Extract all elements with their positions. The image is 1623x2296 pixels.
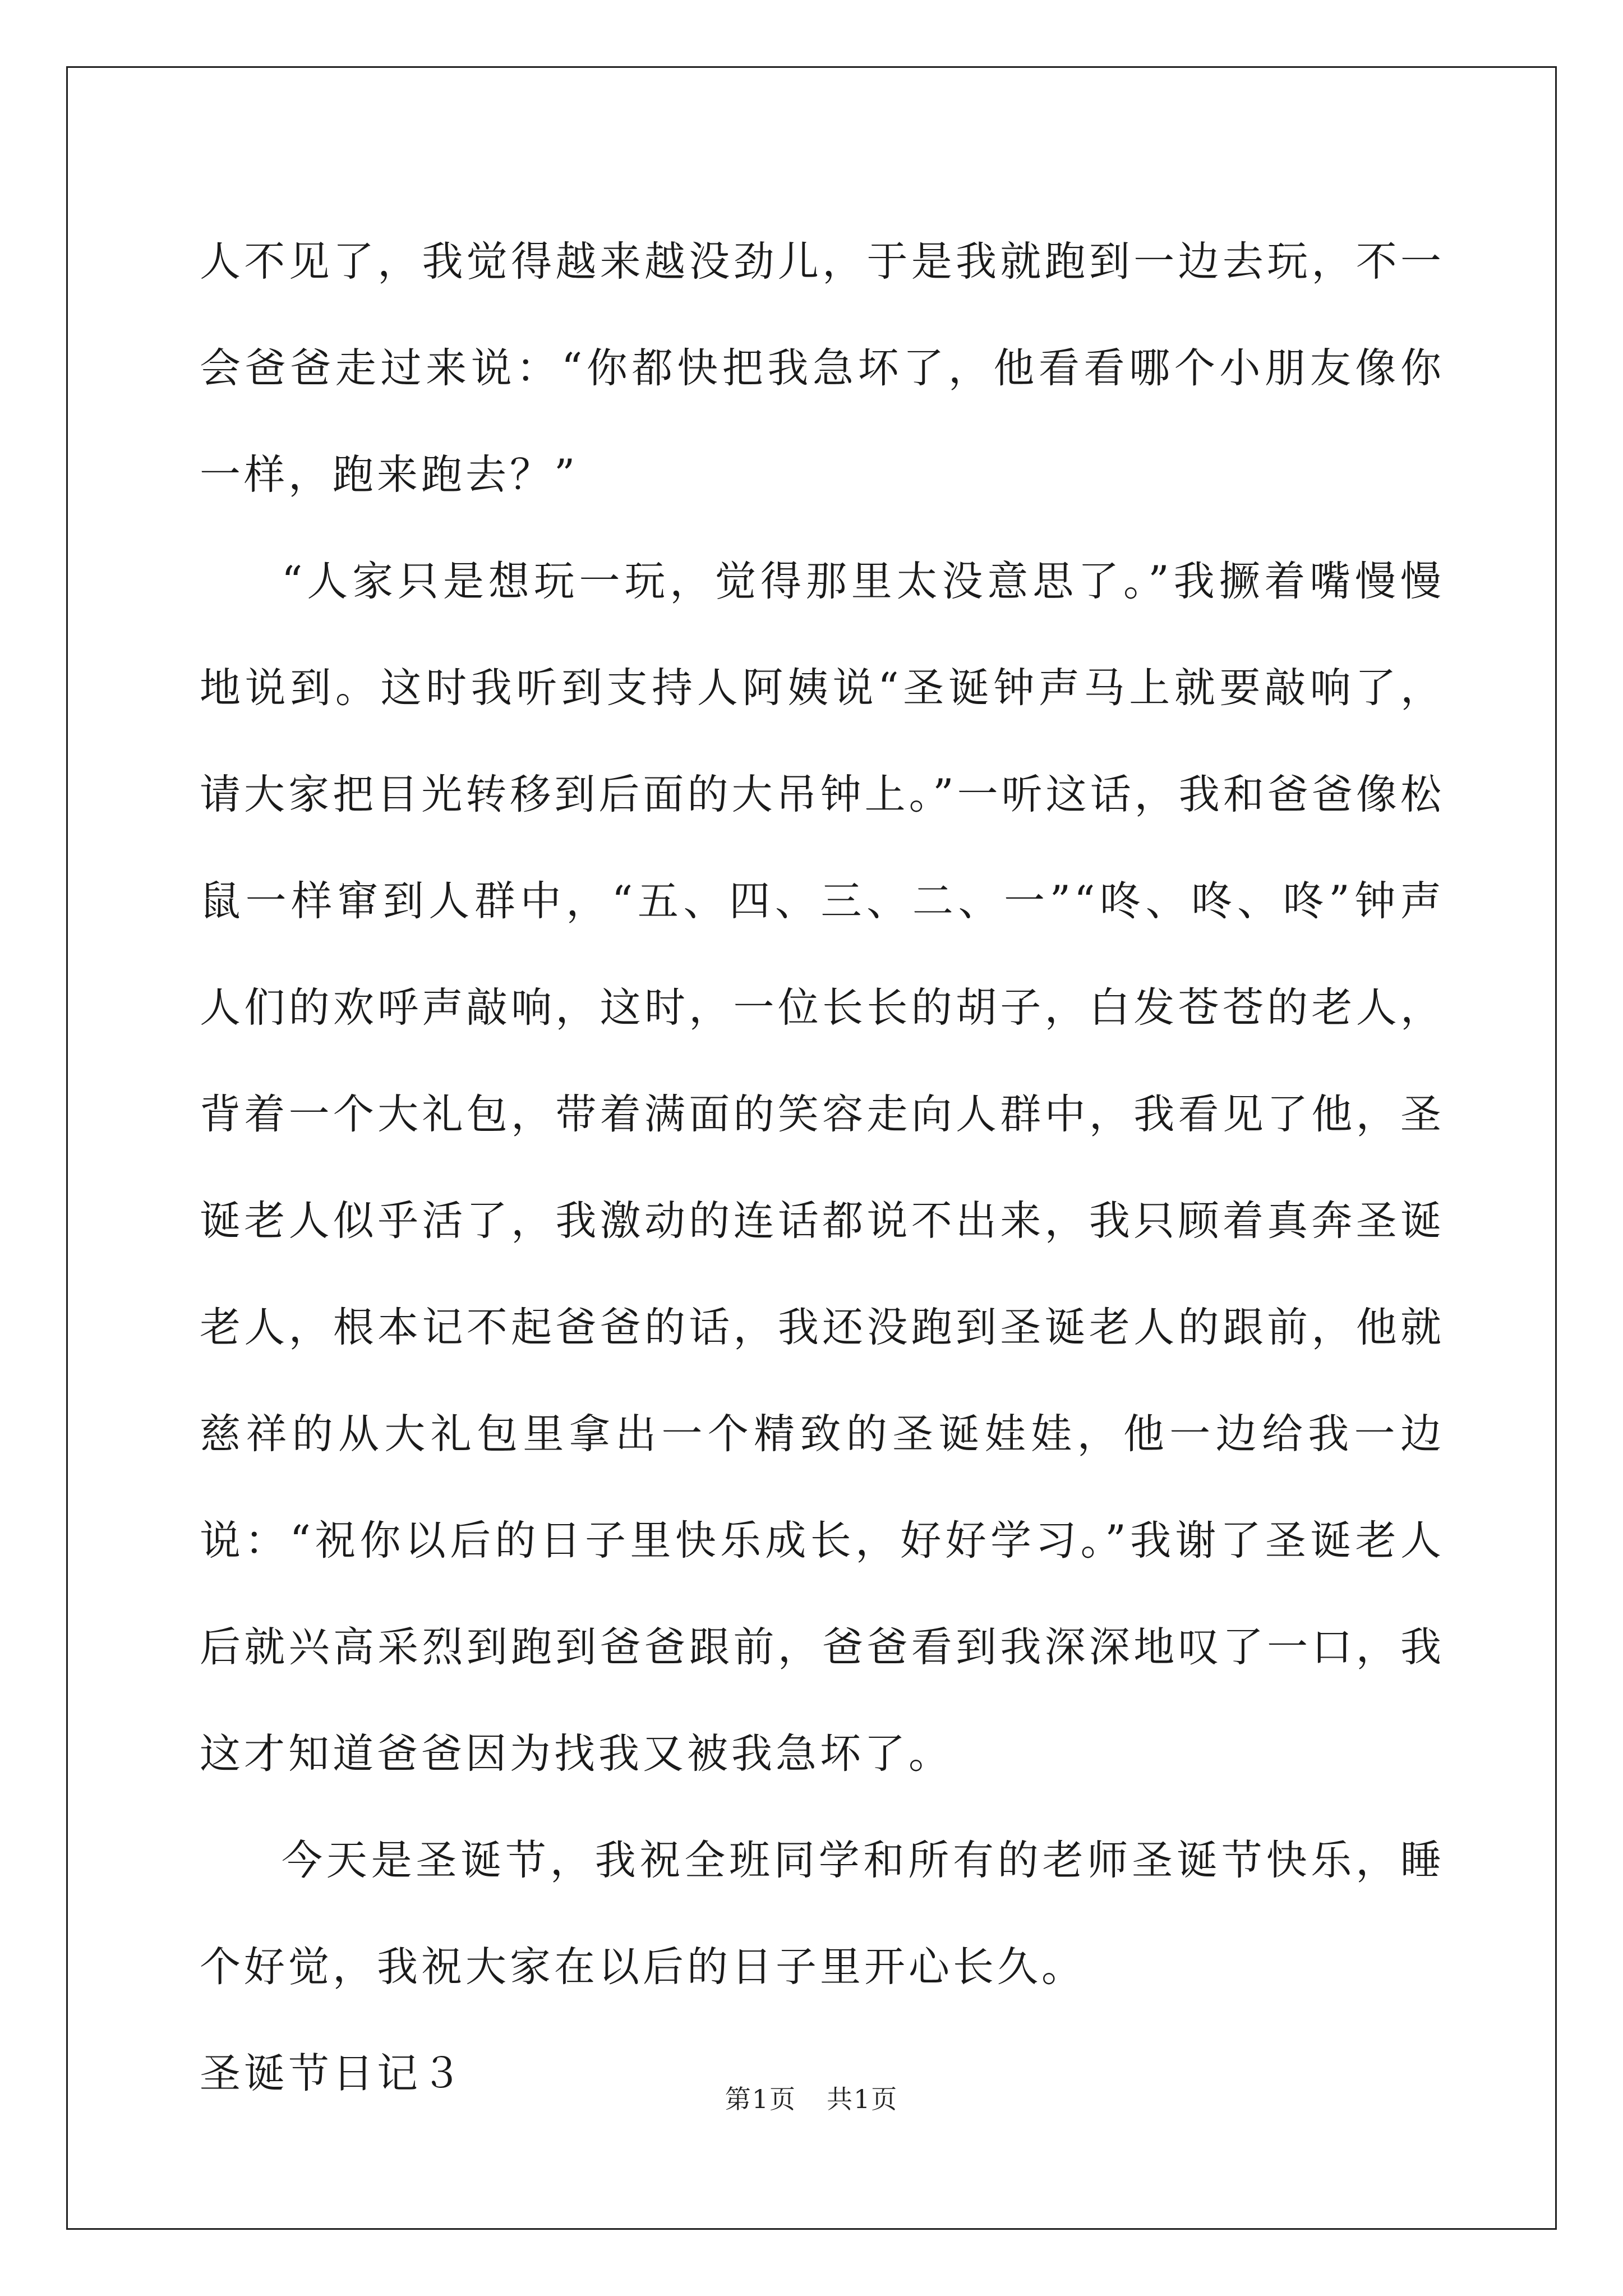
page-footer	[0, 2079, 1623, 2116]
page-number-total: 共1页	[827, 2084, 898, 2114]
page-number-current: 第1页	[725, 2084, 796, 2114]
section-title: 圣诞节日记３	[200, 2050, 465, 2097]
paragraph-1: 人不见了，我觉得越来越没劲儿，于是我就跑到一边去玩，不一会爸爸走过来说：“你都快把我急坏了，他看看哪个小朋友像你一样，跑来跑去？”	[200, 238, 1445, 499]
paragraph-2: “人家只是想玩一玩，觉得那里太没意思了。”我撅着嘴慢慢地说到。这时我听到支持人阿姨说“圣诞钟声马上就要敲响了，请大家把目光转移到后面的大吊钟上。”一听这话，我和爸爸像松鼠一样窜到人群中，“五、四、三、二、一”“咚、咚、咚”钟声人们的欢呼声敲响，这时，一位长长的胡子，白发苍苍的老人，背着一个大礼包，带着满面的笑容走向人群中，我看见了他，圣诞老人似乎活了，我激动的连话都说不出来，我只顾着真奔圣诞老人，根本记不起爸爸的话，我还没跑到圣诞老人的跟前，他就慈祥的从大礼包里拿出一个精致的圣诞娃娃，他一边给我一边说：“祝你以后的日子里快乐成长，好好学习。”我谢了圣诞老人后就兴高采烈到跑到爸爸跟前，爸爸看到我深深地叹了一口，我这才知道爸爸因为找我又被我急坏了。	[200, 558, 1445, 1778]
paragraph-3: 今天是圣诞节，我祝全班同学和所有的老师圣诞节快乐，睡个好觉，我祝大家在以后的日子里开心长久。	[200, 1837, 1445, 1991]
document-body	[200, 209, 1445, 2127]
